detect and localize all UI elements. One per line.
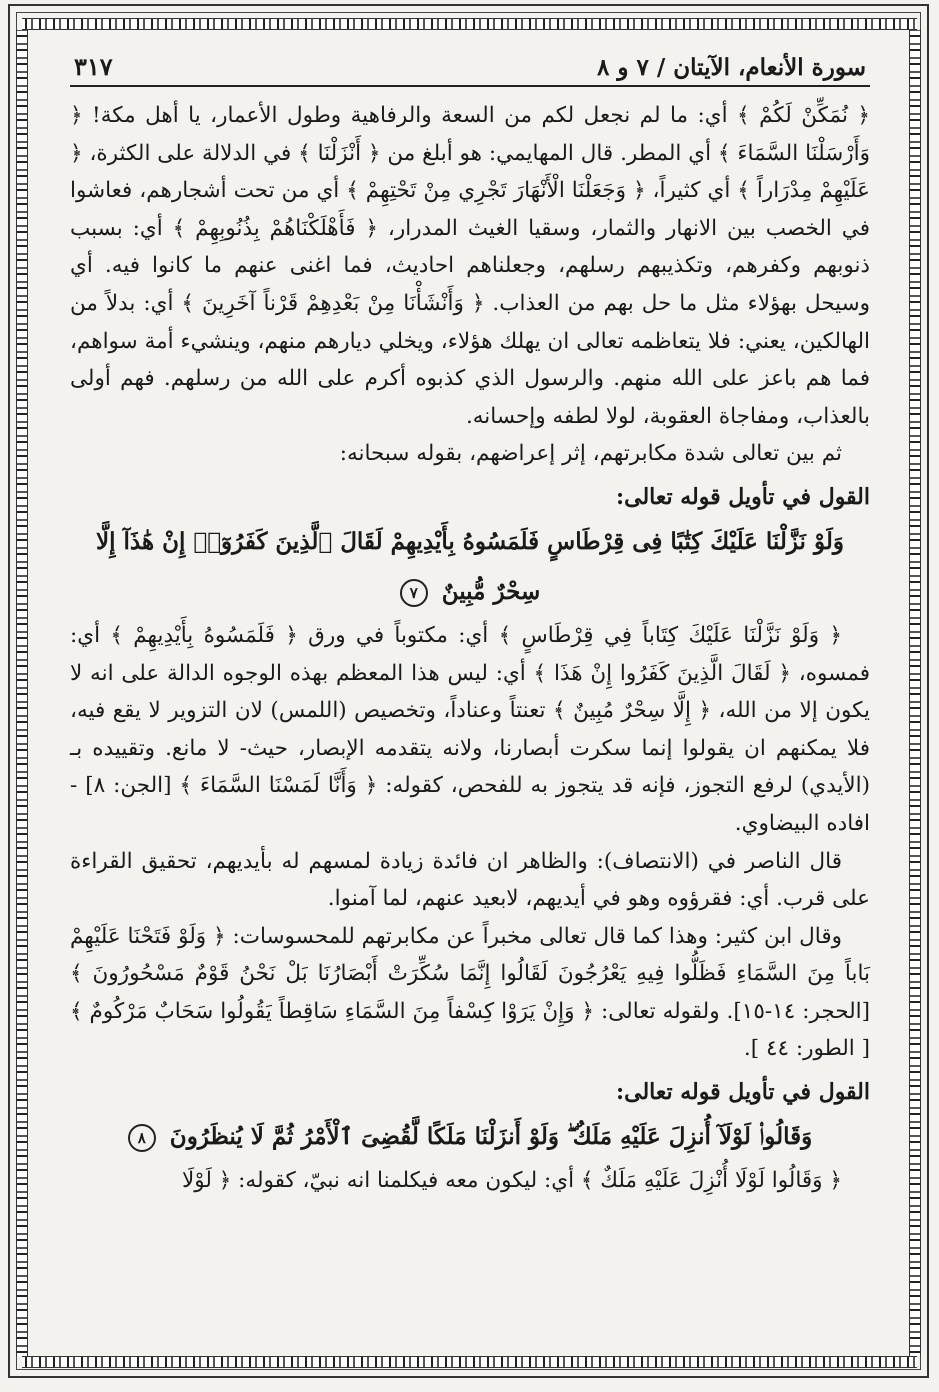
page-number: ٣١٧ — [74, 52, 113, 81]
paragraph-2: ثم بين تعالى شدة مكابرتهم، إثر إعراضهم، بقوله سبحانه: — [339, 441, 842, 467]
decorative-border-left — [16, 30, 28, 1356]
paragraph-1: ﴿ نُمَكِّنْ لَكُمْ ﴾ أي: ما لم نجعل لكم من السعة والرفاهية وطول الأعمار، يا أهل مكة! ﴿ وَأَرْسَلْنَا السَّمَاءَ ﴾ أي المطر. قال المهايمي: هو أبلغ من ﴿ أَنْزَلْنَا ﴾ في الدلالة على الكثرة، ﴿ عَلَيْهِمْ مِدْرَاراً ﴾ أي كثيراً، ﴿ وَجَعَلْنَا الْأَنْهَارَ تَجْرِي مِنْ تَحْتِهِمْ ﴾ أي من تحت أشجارهم، فعاشوا في الخصب بين الانهار والثمار، وسقيا الغيث المدرار، ﴿ فَأَهْلَكْنَاهُمْ بِذُنُوبِهِمْ ﴾ أي: بسبب ذنوبهم وكفرهم، وتكذيبهم رسلهم، وجعلناهم احاديث، فما اغنى عنهم ما كانوا فيه. أي وسيحل بهؤلاء مثل ما حل بهم من العذاب. ﴿ وَأَنْشَأْنَا مِنْ بَعْدِهِمْ قَرْناً آخَرِينَ ﴾ أي: بدلاً من الهالكين، يعني: فلا يتعاظمه تعالى ان يهلك هؤلاء، ويخلي ديارهم منهم، وينشيء أمة سواهم، فما هم باعز على الله منهم. والرسول الذي كذبوه أكرم على الله من رسلهم. فهم أولى بالعذاب، ومفاجاة العقوبة، لولا لطفه وإحسانه. — [70, 103, 870, 429]
section-heading-2: القول في تأويل قوله تعالى: — [616, 1079, 870, 1106]
verse-text: وَقَالُوا۟ لَوْلَآ أُنزِلَ عَلَيْهِ مَلَكٌ ۖ وَلَوْ أَنزَلْنَا مَلَكًا لَّقُضِىَ ٱلْأَمْرُ ثُمَّ لَا يُنظَرُونَ — [169, 1123, 813, 1151]
page-content — [70, 52, 870, 1200]
verse-number: ٧ — [400, 579, 428, 607]
quran-verse-8 — [70, 1112, 870, 1162]
verse-number: ٨ — [128, 1124, 156, 1152]
quran-verse-7 — [70, 517, 870, 617]
paragraph-6: ﴿ وَقَالُوا لَوْلَا أُنْزِلَ عَلَيْهِ مَلَكٌ ﴾ أي: ليكون معه فيكلمنا انه نبيّ، كقوله: ﴿ لَوْلَا — [182, 1168, 842, 1194]
paragraph-4: قال الناصر في (الانتصاف): والظاهر ان فائدة زيادة لمسهم له بأيديهم، تحقيق القراءة على قرب. أي: فقرؤوه وهو في أيديهم، لابعيد عنهم، لما آمنوا. — [70, 848, 870, 912]
running-header — [70, 52, 870, 87]
header-title: سورة الأنعام، الآيتان / ٧ و ٨ — [596, 54, 866, 81]
decorative-border-top — [22, 18, 917, 30]
decorative-border-bottom — [22, 1356, 917, 1368]
paragraph-5: وقال ابن كثير: وهذا كما قال تعالى مخبراً عن مكابرتهم للمحسوسات: ﴿ وَلَوْ فَتَحْنَا عَلَيْهِمْ بَاباً مِنَ السَّمَاءِ فَظَلُّوا فِيهِ يَعْرُجُونَ لَقَالُوا إِنَّمَا سُكِّرَتْ أَبْصَارُنَا بَلْ نَحْنُ قَوْمٌ مَسْحُورُونَ ﴾ [الحجر: ١٤-١٥]. ولقوله تعالى: ﴿ وَإِنْ يَرَوْا كِسْفاً مِنَ السَّمَاءِ سَاقِطاً يَقُولُوا سَحَابٌ مَرْكُومٌ ﴾ [ الطور: ٤٤ ]. — [70, 923, 870, 1062]
verse-text: وَلَوْ نَزَّلْنَا عَلَيْكَ كِتَٰبًا فِى قِرْطَاسٍ فَلَمَسُوهُ بِأَيْدِيهِمْ لَقَالَ ٱلَّذِينَ كَفَرُوٓا۟ إِنْ هَٰذَآ إِلَّا سِحْرٌ مُّبِينٌ — [96, 527, 844, 605]
section-heading-1: القول في تأويل قوله تعالى: — [616, 483, 870, 510]
decorative-border-right — [909, 30, 921, 1356]
paragraph-3: ﴿ وَلَوْ نَزَّلْنَا عَلَيْكَ كِتَاباً فِي قِرْطَاسٍ ﴾ أي: مكتوباً في ورق ﴿ فَلَمَسُوهُ بِأَيْدِيهِمْ ﴾ أي: فمسوه، ﴿ لَقَالَ الَّذِينَ كَفَرُوا إِنْ هَذَا ﴾ أي: ليس هذا المعظم بهذه الوجوه الدالة على انه لا يكون إلا من الله، ﴿ إِلَّا سِحْرٌ مُبِينٌ ﴾ تعنتاً وعناداً، وتخصيص (اللمس) لان التزوير لا يقع فيه، فلا يمكنهم ان يقولوا إنما سكرت أبصارنا، ولانه يتقدمه الإبصار، حيث- لا مانع. وتقييده بـ (الأيدي) لرفع التجوز، فإنه قد يتجوز به للفحص، كقوله: ﴿ وَأَنَّا لَمَسْنَا السَّمَاءَ ﴾ [الجن: ٨] - افاده البيضاوي. — [70, 622, 870, 836]
